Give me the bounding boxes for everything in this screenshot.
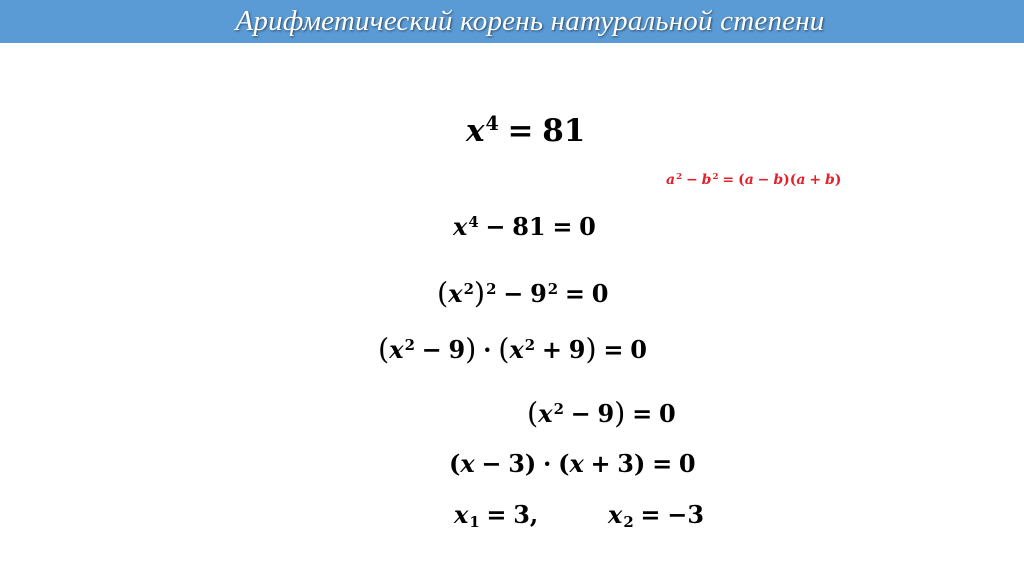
equation-factored-squares: $(x^2 - 9) \cdot (x^2 + 9) = 0$ xyxy=(378,332,647,367)
equation-x2-minus-9: $(x^2 - 9) = 0$ xyxy=(527,396,676,431)
equation-linear-factors: (x − 3) · (x + 3) = 0 xyxy=(449,449,696,478)
equation-square-form: $(x^2)^2 - 9^2 = 0$ xyxy=(437,276,609,311)
root-x1: x1 = 3, xyxy=(454,500,539,532)
difference-of-squares-hint: $a^2 - b^2 = (a - b)(a + b)$ xyxy=(666,172,842,188)
title-bar xyxy=(0,0,1024,43)
slide-title: Арифметический корень натуральной степени xyxy=(235,5,825,37)
root-x2: x2 = −3 xyxy=(608,500,705,532)
equation-x4-eq-81: $x^4 = 81$ xyxy=(466,112,586,149)
equation-x4-minus-81: $x^4 - 81 = 0$ xyxy=(453,212,596,241)
